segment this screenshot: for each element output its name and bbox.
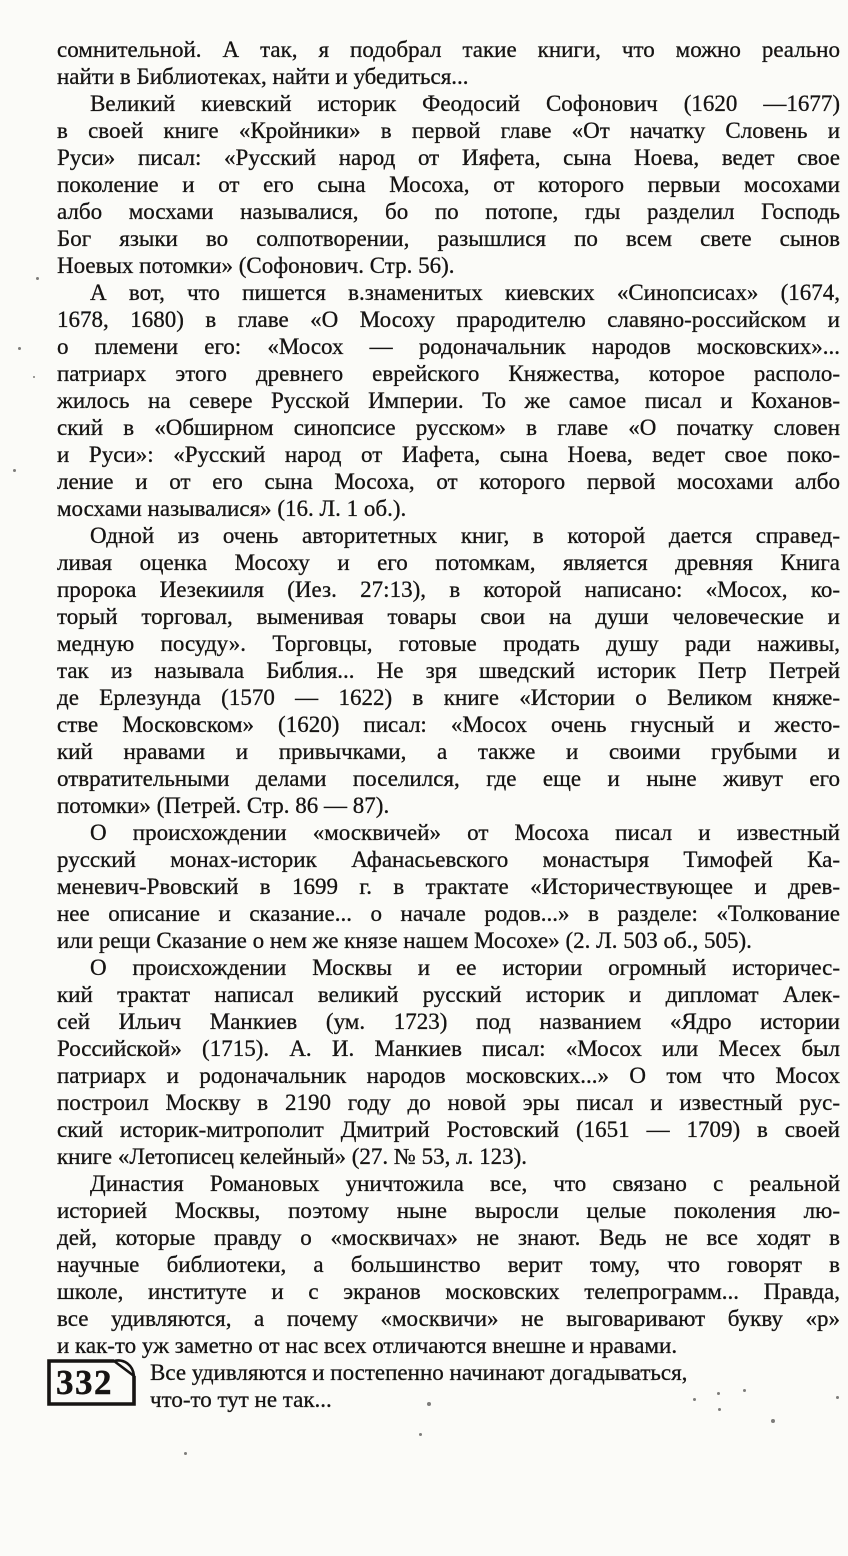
- text-line: Российской» (1715). А. И. Манкиев писал: «Мосох или Месех был: [57, 1036, 840, 1061]
- text-line: О происхождении «москвичей» от Мосоха писал и известный: [90, 820, 840, 845]
- text-line: и как-то уж заметно от нас всех отличаются внешне и нравами.: [57, 1333, 678, 1358]
- text-line: пророка Иезекииля (Иез. 27:13), в которой написано: «Мосох, ко-: [57, 577, 840, 602]
- text-line: о племени его: «Мосох — родоначальник народов московских»...: [57, 334, 840, 359]
- text-line: сомнительной. А так, я подобрал такие книги, что можно реально: [57, 37, 840, 62]
- scan-speck: [419, 1433, 422, 1436]
- text-line: Династия Романовых уничтожила все, что связано с реальной: [90, 1171, 840, 1196]
- text-line: кий нравами и привычками, а также и своими грубыми и: [57, 739, 840, 764]
- closing-paragraph: [150, 1359, 810, 1413]
- text-line: или рещи Сказание о нем же князе нашем Мосохе» (2. Л. 503 об., 505).: [57, 928, 752, 953]
- text-line: медную посуду». Торговцы, готовые продать душу ради наживы,: [57, 631, 840, 656]
- text-line: Одной из очень авторитетных книг, в которой дается справед-: [90, 523, 840, 548]
- scan-speck: [427, 1402, 431, 1406]
- text-line: поколение и от его сына Мосоха, от которого первыи мосохами: [57, 172, 840, 197]
- text-line: кий трактат написал великий русский историк и дипломат Алек-: [57, 982, 840, 1007]
- scan-speck: [718, 1408, 721, 1411]
- dog-ear-fold-icon: [114, 1360, 134, 1376]
- text-line: сей Ильич Манкиев (ум. 1723) под названием «Ядро истории: [57, 1009, 840, 1034]
- text-line: мосхами называлися» (16. Л. 1 об.).: [57, 496, 407, 521]
- text-line: албо мосхами называлися, бо по потопе, гды разделил Господь: [57, 199, 840, 224]
- text-line: Ноевых потомки» (Софонович. Стр. 56).: [57, 253, 455, 278]
- text-line: построил Москву в 2190 году до новой эры писал и известный рус-: [57, 1090, 840, 1115]
- text-line: и Руси»: «Русский народ от Иафета, сына Ноева, ведет свое поко-: [57, 442, 840, 467]
- text-line: Все удивляются и постепенно начинают догадываться,: [150, 1360, 688, 1385]
- text-line: меневич-Рвовский в 1699 г. в трактате «Историчествующее и древ-: [57, 874, 840, 899]
- scan-speck: [717, 1392, 720, 1395]
- page-number: 332: [56, 1363, 113, 1402]
- text-line: все удивляются, а почему «москвичи» не выговаривают букву «р»: [57, 1306, 840, 1331]
- text-line: Бог языки во солпотворении, разышлися по всем свете сынов: [57, 226, 840, 251]
- text-line: Руси» писал: «Русский народ от Ияфета, сына Ноева, ведет свое: [57, 145, 840, 170]
- scan-speck: [13, 469, 16, 472]
- text-line: ление и от его сына Мосоха, от которого первой мосохами албо: [57, 469, 840, 494]
- main-paragraphs: [57, 36, 840, 1359]
- text-line: патриарх этого древнего еврейского Княжества, которое располо-: [57, 361, 840, 386]
- text-line: отвратительными делами поселился, где еще и ныне живут его: [57, 766, 840, 791]
- text-line: историей Москвы, поэтому ныне выросли целые поколения лю-: [57, 1198, 840, 1223]
- text-line: де Ерлезунда (1570 — 1622) в книге «Истории о Великом княже-: [57, 685, 840, 710]
- text-line: так из называла Библия... Не зря шведский историк Петр Петрей: [57, 658, 840, 683]
- scan-speck: [36, 277, 39, 280]
- text-line: стве Московском» (1620) писал: «Мосох очень гнусный и жесто-: [57, 712, 840, 737]
- text-line: русский монах-историк Афанасьевского монастыря Тимофей Ка-: [57, 847, 840, 872]
- text-line: книге «Летописец келейный» (27. № 53, л. 123).: [57, 1144, 528, 1169]
- text-line: что-то тут не так...: [150, 1387, 332, 1412]
- text-line: патриарх и родоначальник народов московских...» О том что Мосох: [57, 1063, 840, 1088]
- scan-speck: [33, 376, 35, 378]
- text-line: потомки» (Петрей. Стр. 86 — 87).: [57, 793, 390, 818]
- scan-speck: [693, 1398, 696, 1401]
- body-text: [57, 36, 840, 1413]
- text-line: школе, институте и с экранов московских телепрограмм... Правда,: [57, 1279, 840, 1304]
- text-line: ский историк-митрополит Дмитрий Ростовский (1651 — 1709) в своей: [57, 1117, 840, 1142]
- scan-speck: [184, 1452, 187, 1455]
- text-line: в своей книге «Кройники» в первой главе «От начатку Словень и: [57, 118, 840, 143]
- text-line: дей, которые правду о «москвичах» не знают. Ведь не все ходят в: [57, 1225, 840, 1250]
- text-line: найти в Библиотеках, найти и убедиться...: [57, 64, 469, 89]
- text-line: научные библиотеки, а большинство верит тому, что говорят в: [57, 1252, 840, 1277]
- text-line: жилось на севере Русской Империи. То же самое писал и Коханов-: [57, 388, 840, 413]
- text-line: 1678, 1680) в главе «О Мосоху прародителю славяно-российском и: [57, 307, 840, 332]
- scan-speck: [771, 1419, 775, 1423]
- text-line: ливая оценка Мосоху и его потомкам, является древняя Книга: [57, 550, 840, 575]
- scan-speck: [18, 347, 21, 350]
- scan-speck: [743, 1389, 746, 1392]
- text-line: нее описание и сказание... о начале родов...» в разделе: «Толкование: [57, 901, 840, 926]
- text-line: А вот, что пишется в.знаменитых киевских «Синопсисах» (1674,: [90, 280, 840, 305]
- page-number-box: [46, 1358, 138, 1408]
- scan-speck: [836, 1396, 839, 1399]
- text-line: торый торговал, выменивая товары свои на души человеческие и: [57, 604, 840, 629]
- text-line: Великий киевский историк Феодосий Софонович (1620 —1677): [90, 91, 840, 116]
- text-line: ский в «Обширном синопсисе русском» в главе «О початку словен: [57, 415, 840, 440]
- text-line: О происхождении Москвы и ее истории огромный историчес-: [90, 955, 840, 980]
